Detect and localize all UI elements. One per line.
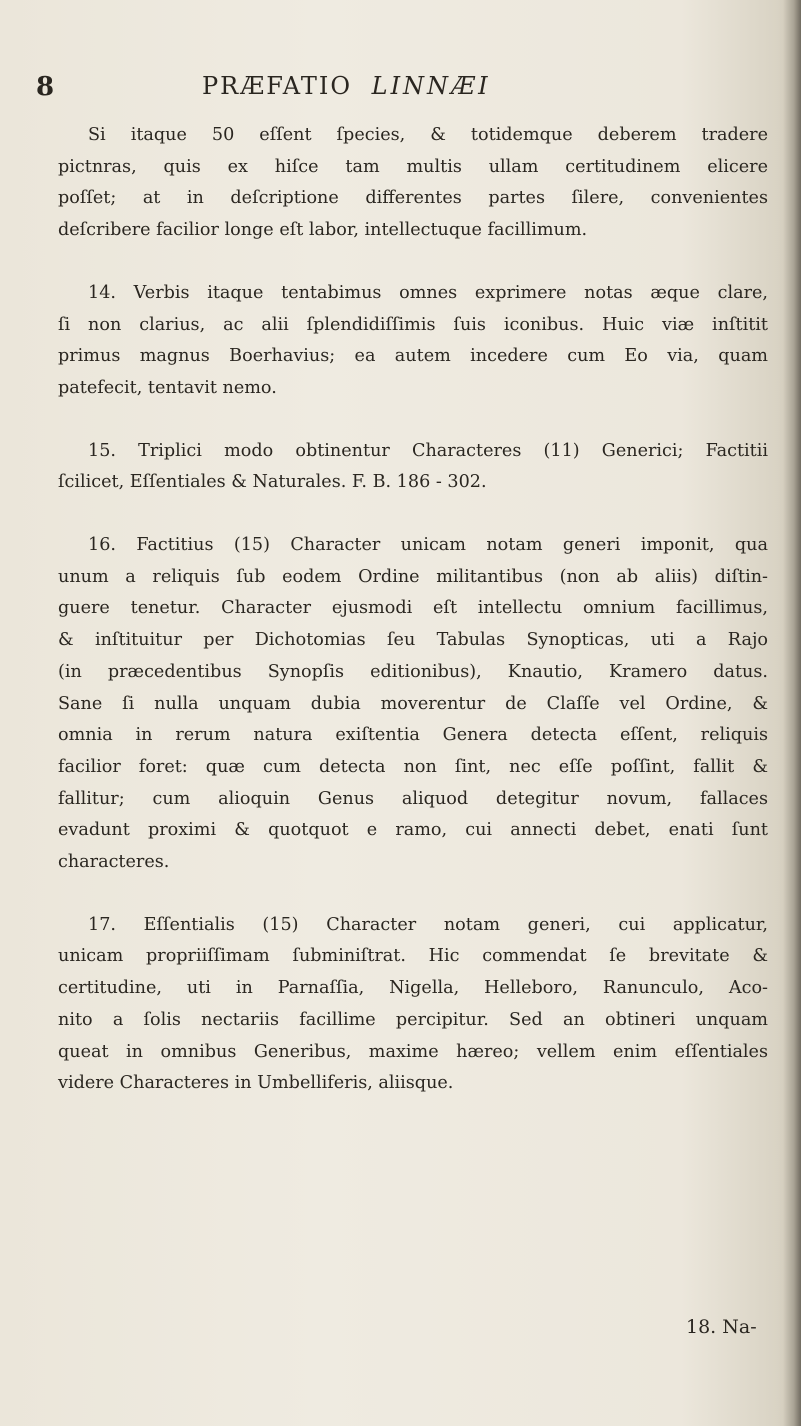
text-line: primus magnus Boerhavius; ea autem incedere cum Eo via, quam	[58, 346, 768, 367]
text-line: & inſtituitur per Dichotomias ſeu Tabulas Synopticas, uti a Rajo	[58, 630, 768, 651]
text-line: 14. Verbis itaque tentabimus omnes exprimere notas æque clare,	[88, 282, 768, 303]
text-line: facilior foret: quæ cum detecta non ſint, nec eſſe poſſint, fallit &	[58, 756, 768, 777]
body-text	[58, 120, 768, 1100]
text-line: nito a ſolis nectariis facillime percipitur. Sed an obtineri unquam	[58, 1009, 768, 1030]
running-head	[202, 72, 491, 100]
text-line: fallitur; cum alioquin Genus aliquod detegitur novum, fallaces	[58, 788, 768, 809]
page-number: 8	[36, 72, 56, 102]
text-line: 16. Factitius (15) Character unicam notam generi imponit, qua	[88, 535, 768, 556]
text-line: evadunt proximi & quotquot e ramo, cui annecti debet, enati ſunt	[58, 820, 768, 841]
text-line: unicam propriiſſimam ſubminiſtrat. Hic commendat ſe brevitate &	[58, 946, 768, 967]
text-line: Sane ſi nulla unquam dubia moverentur de Claſſe vel Ordine, &	[58, 693, 768, 714]
text-line: queat in omnibus Generibus, maxime hæreo; vellem enim eſſentiales	[58, 1041, 768, 1062]
text-line: videre Characteres in Umbelliferis, aliisque.	[58, 1073, 454, 1094]
paragraph-14	[58, 278, 768, 405]
paragraph-16	[58, 530, 768, 879]
text-line: poſſet; at in deſcriptione differentes partes ſilere, convenientes	[58, 188, 768, 209]
text-line: 15. Triplici modo obtinentur Characteres (11) Generici; Factitii	[88, 440, 768, 461]
text-line: pictnras, quis ex hiſce tam multis ullam certitudinem elicere	[58, 156, 768, 177]
text-line: ſcilicet, Eſſentiales & Naturales. F. B. 186 - 302.	[58, 472, 487, 493]
text-line: unum a reliquis ſub eodem Ordine militantibus (non ab aliis) diſtin-	[58, 566, 768, 587]
text-line: characteres.	[58, 852, 170, 873]
text-line: ſi non clarius, ac alii ſplendidiſſimis ſuis iconibus. Huic viæ inſtitit	[58, 314, 768, 335]
text-line: omnia in rerum natura exiſtentia Genera detecta eſſent, reliquis	[58, 725, 768, 746]
text-line: patefecit, tentavit nemo.	[58, 377, 277, 398]
text-line: Si itaque 50 eſſent ſpecies, & totidemque deberem tradere	[88, 125, 768, 145]
catchword: 18. Na-	[686, 1316, 757, 1338]
running-head-title: PRÆFATIO	[202, 72, 352, 100]
text-line: deſcribere facilior longe eſt labor, intellectuque facillimum.	[58, 220, 588, 241]
text-line: (in præcedentibus Synopſis editionibus), Knautio, Kramero datus.	[58, 661, 768, 682]
page-edge-shadow	[783, 0, 801, 1426]
text-line: 17. Eſſentialis (15) Character notam generi, cui applicatur,	[88, 914, 768, 935]
text-line: certitudine, uti in Parnaſſia, Nigella, Helleboro, Ranunculo, Aco-	[58, 978, 768, 999]
paragraph-17	[58, 910, 768, 1100]
paragraph-15	[58, 436, 768, 499]
running-head-author: LINNÆI	[371, 72, 491, 100]
paragraph-13-continued	[58, 120, 768, 247]
text-line: guere tenetur. Character ejusmodi eſt intellectu omnium facillimus,	[58, 598, 768, 619]
